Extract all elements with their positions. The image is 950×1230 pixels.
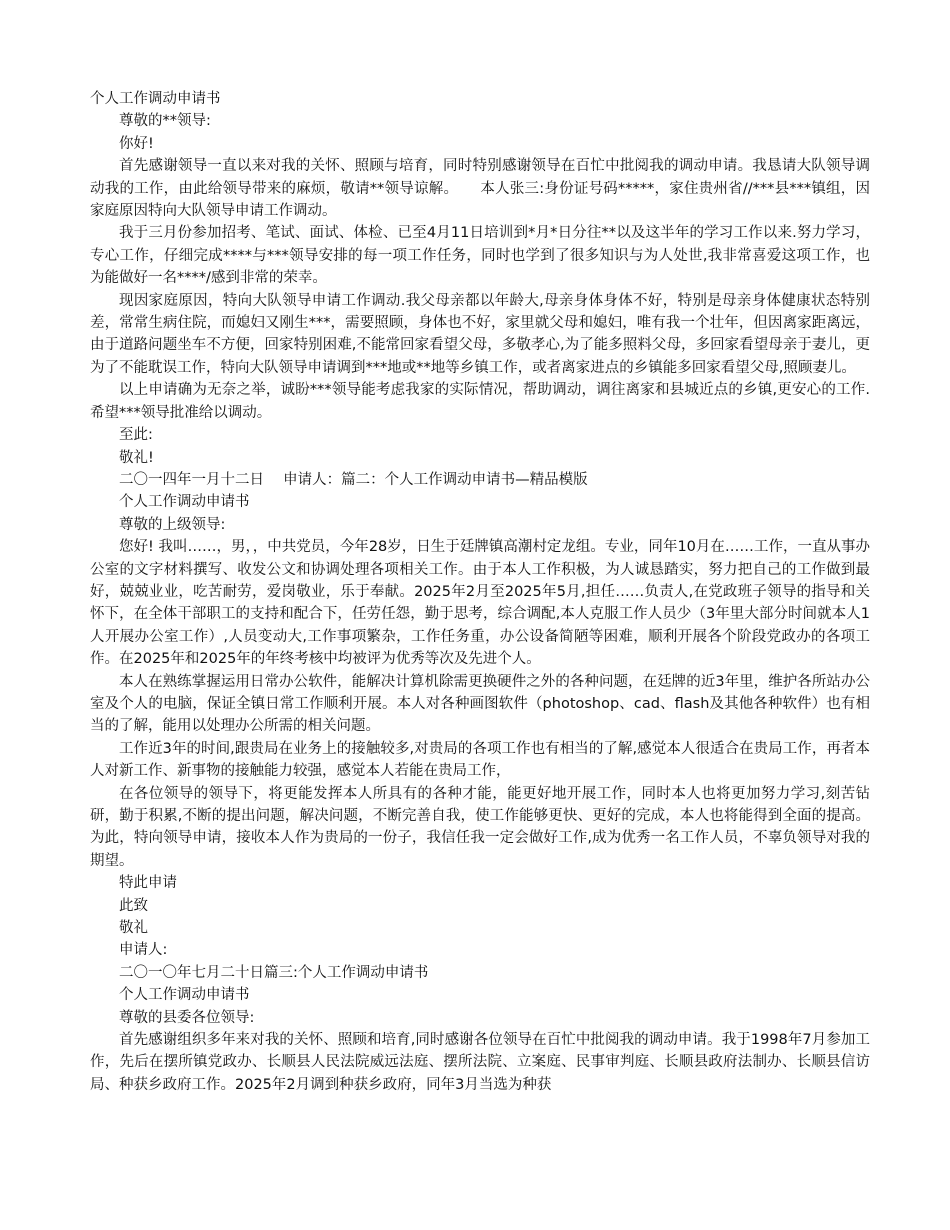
paragraph: 在各位领导的领导下，将更能发挥本人所具有的各种才能，能更好地开展工作，同时本人也将更加努力学习,刻苦钻研，勤于积累,不断的提出问题，解决问题，不断完善自我，使工作能够更快、更好的完成，本人也将能得到全面的提高。为此，特向领导申请，接收本人作为贵局的一份子，我信任我一定会做好工作,成为优秀一名工作人员，不辜负领导对我的期望。: [90, 785, 870, 869]
date-line: 二〇一四年一月十二日 申请人：篇二：个人工作调动申请书—精品模版: [119, 471, 588, 488]
section-title: 个人工作调动申请书: [119, 494, 250, 511]
section-title: 个人工作调动申请书: [119, 987, 250, 1004]
paragraph: 以上申请确为无奈之举，诚盼***领导能考虑我家的实际情况，帮助调动，调往离家和县城近点的乡镇,更安心的工作.希望***领导批准给以调动。: [90, 382, 870, 421]
paragraph: 首先感谢领导一直以来对我的关怀、照顾与培育，同时特别感谢领导在百忙中批阅我的调动申请。我恳请大队领导调动我的工作，由此给领导带来的麻烦，敬请**领导谅解。 本人张三:身份证号码*****，家住贵州省//***县***镇组，因家庭原因特向大队领导申请工作调动。: [90, 158, 870, 220]
paragraph: 现因家庭原因，特向大队领导申请工作调动.我父母亲都以年龄大,母亲身体身体不好，特别是母亲身体健康状态特别差，常常生病住院，而媳妇又刚生***，需要照顾，身体也不好，家里就父母和媳妇，唯有我一个壮年，但因离家距离远，由于道路问题坐车不方便，回家特别困难,不能常回家看望父母，多敬孝心,为了能多照料父母，多回家看望母亲于妻儿，更为了不能耽误工作，特向大队领导申请调到***地或**地等乡镇工作，或者离家进点的乡镇能多回家看望父母,照顾妻儿。: [90, 292, 870, 376]
salutation: 尊敬的县委各位领导:: [119, 1009, 255, 1026]
closing-line: 敬礼: [119, 920, 148, 937]
paragraph: 您好! 我叫……，男，，中共党员，今年28岁，日生于廷牌镇高潮村定龙组。专业，同年10月在……工作，一直从事办公室的文字材料撰写、收发公文和协调处理各项相关工作。由于本人工作积极，为人诚恳踏实，努力把自己的工作做到最好，兢兢业业，吃苦耐劳，爱岗敬业，乐于奉献。2025年2月至2025年5月,担任……负责人,在党政班子领导的指导和关怀下，在全体干部职工的支持和配合下，任劳任怨，勤于思考，综合调配,本人克服工作人员少（3年里大部分时间就本人1人开展办公室工作）,人员变动大,工作事项繁杂，工作任务重，办公设备简陋等困难，顺利开展各个阶段党政办的各项工作。在2025年和2025年的年终考核中均被评为优秀等次及先进个人。: [90, 539, 870, 668]
closing-line: 敬礼!: [119, 449, 154, 466]
paragraph: 工作近3年的时间,跟贵局在业务上的接触较多,对贵局的各项工作也有相当的了解,感觉本人很适合在贵局工作，再者本人对新工作、新事物的接触能力较强，感觉本人若能在贵局工作，: [90, 740, 870, 780]
paragraph: 本人在熟练掌握运用日常办公软件，能解决计算机除需更换硬件之外的各种问题，在廷牌的近3年里，维护各所站办公室及个人的电脑，保证全镇日常工作顺利开展。本人对各种画图软件（photoshop、cad、flash及其他各种软件）也有相当的了解，能用以处理办公所需的相关问题。: [90, 673, 870, 735]
closing-line: 至此:: [119, 427, 153, 444]
signature-line: 申请人:: [119, 942, 168, 959]
document-body: [90, 88, 870, 1096]
closing-line: 此致: [119, 897, 148, 914]
closing-line: 特此申请: [119, 875, 177, 892]
date-line: 二〇一〇年七月二十日篇三:个人工作调动申请书: [119, 964, 429, 981]
greeting: 你好!: [119, 135, 154, 152]
doc-title: 个人工作调动申请书: [90, 91, 221, 107]
paragraph: 我于三月份参加招考、笔试、面试、体检、已至4月11日培训到*月*日分往**以及这半年的学习工作以来.努力学习，专心工作，仔细完成****与***领导安排的每一项工作任务，同时也学到了很多知识与为人处世,我非常喜爱这项工作，也为能做好一名****/感到非常的荣幸。: [90, 225, 870, 287]
paragraph: 首先感谢组织多年来对我的关怀、照顾和培育,同时感谢各位领导在百忙中批阅我的调动申请。我于1998年7月参加工作，先后在摆所镇党政办、长顺县人民法院威远法庭、摆所法院、立案庭、民事审判庭、长顺县政府法制办、长顺县信访局、种获乡政府工作。2025年2月调到种获乡政府，同年3月当选为种获: [90, 1032, 870, 1093]
salutation: 尊敬的上级领导:: [119, 516, 226, 533]
salutation: 尊敬的**领导:: [119, 113, 211, 130]
